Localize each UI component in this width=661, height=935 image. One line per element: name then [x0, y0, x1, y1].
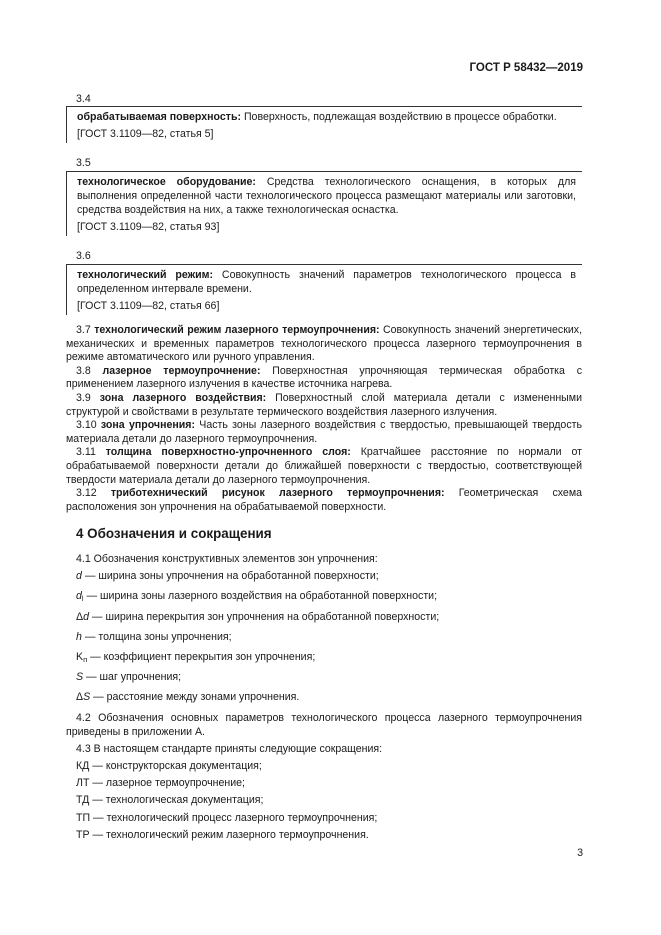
term-definition: Совокупность значений энергетических, механических и временных параметров технологического процесса лазерного термоупрочнения в режиме автоматического или ручного управления. [66, 324, 583, 364]
symbol: d [76, 590, 82, 603]
list-item [76, 589, 582, 606]
list-item: 4.1 Обозначения конструктивных элементов зон упрочнения: [76, 553, 378, 565]
list-item: 4.3 В настоящем стандарте приняты следующие сокращения: [76, 742, 383, 755]
term-number: 3.11 [76, 446, 106, 459]
symbol-description: — ширина зоны упрочнения на обработанной поверхности; [81, 570, 379, 583]
symbol-prefix: Δ [76, 610, 84, 623]
list-item [76, 670, 582, 687]
term-definition: Часть зоны лазерного воздействия с твердостью, превышающей твердость материала детали до лазерного термоупрочнения. [66, 419, 582, 445]
symbol: d [76, 570, 82, 583]
document-id: ГОСТ Р 58432—2019 [469, 62, 583, 74]
list-item [76, 610, 582, 627]
terms-list [66, 324, 582, 514]
term-paragraph [66, 392, 582, 419]
symbol: S [83, 691, 91, 704]
page-number: 3 [577, 847, 583, 859]
term-definition: Геометрическая схема расположения зон упрочнения на обрабатываемой поверхности. [66, 487, 582, 513]
list-item: ЛТ — лазерное термоупрочнение; [76, 777, 245, 790]
term-number: 3.6 [76, 250, 91, 262]
symbol-description: — шаг упрочнения; [83, 671, 182, 684]
symbol-subscript: п [83, 654, 88, 664]
symbol: d [83, 610, 89, 623]
term-text [77, 175, 576, 217]
boxed-term [66, 106, 582, 143]
boxed-term [66, 171, 582, 236]
term-number: 3.12 [76, 487, 111, 500]
symbol: h [76, 630, 82, 643]
symbol-description: — расстояние между зонами упрочнения. [90, 691, 300, 704]
term-definition: Поверхностная упрочняющая термическая обработка с применением лазерного излучения в качестве источника нагрева. [66, 364, 583, 391]
term-paragraph [66, 446, 582, 487]
term-paragraph [66, 324, 582, 365]
list-item: ТП — технологический процесс лазерного термоупрочнения; [76, 811, 378, 824]
symbol-description: — ширина зоны лазерного воздействия на обработанной поверхности; [83, 590, 438, 603]
term-definition: Кратчайшее расстояние по нормали от обрабатываемой поверхности детали до ближайшей поверхности с твердостью, соответствующей твердости материала детали до лазерного термоупрочнения. [66, 446, 582, 486]
term-source: [ГОСТ 3.1109—82, статья 66] [77, 300, 220, 312]
term-name: лазерное термоупрочнение: [102, 364, 261, 377]
list-item [76, 630, 582, 647]
term-text [77, 110, 576, 124]
list-item: КД — конструкторская документация; [76, 759, 262, 772]
term-name: зона упрочнения: [100, 419, 195, 432]
list-item [76, 569, 582, 586]
term-definition: Средства технологического оснащения, в которых для выполнения определенной части технологического процесса размещают материалы или заготовки, средства воздействия на них, а также технологическая оснастка. [77, 176, 576, 216]
symbol-description: — коэффициент перекрытия зон упрочнения; [87, 650, 316, 663]
term-number: 3.9 [76, 391, 100, 404]
term-source: [ГОСТ 3.1109—82, статья 5] [77, 128, 214, 140]
term-number: 3.7 [76, 324, 95, 336]
section-heading: 4 Обозначения и сокращения [76, 526, 272, 541]
term-definition: Поверхностный слой материала детали с измененными структурой и свойствами в результате термического воздействия лазерного излучения. [66, 391, 582, 418]
list-item [76, 690, 582, 707]
term-paragraph [66, 365, 582, 392]
boxed-term [66, 264, 582, 315]
term-name: обрабатываемая поверхность: [77, 111, 241, 123]
term-number: 3.10 [76, 419, 101, 432]
symbol-description: — толщина зоны упрочнения; [81, 630, 232, 643]
list-item [76, 650, 582, 667]
list-item: ТР — технологический режим лазерного термоупрочнения. [76, 828, 369, 841]
term-number: 3.4 [76, 93, 91, 105]
symbol-description: — ширина перекрытия зон упрочнения на обработанной поверхности; [88, 610, 440, 623]
term-number: 3.8 [76, 364, 103, 377]
term-name: технологический режим лазерного термоупрочнения: [94, 324, 380, 336]
term-name: технологическое оборудование: [77, 176, 256, 188]
term-paragraph [66, 487, 582, 514]
symbol: S [76, 671, 84, 684]
term-definition: Поверхность, подлежащая воздействию в процессе обработки. [241, 111, 557, 123]
symbol-prefix: Δ [76, 691, 84, 704]
term-name: толщина поверхностно-упрочненного слоя: [105, 446, 351, 459]
term-source: [ГОСТ 3.1109—82, статья 93] [77, 221, 220, 233]
term-text [77, 268, 576, 296]
term-definition: Совокупность значений параметров технологического процесса в определенном интервале времени. [77, 269, 576, 295]
symbol: K [76, 650, 84, 663]
list-item: 4.2 Обозначения основных параметров технологического процесса лазерного термоупрочнения приведены в приложении А. [66, 711, 582, 738]
term-name: технологический режим: [77, 269, 214, 281]
symbols-list [66, 552, 582, 845]
term-name: триботехнический рисунок лазерного термоупрочнения: [110, 487, 445, 500]
term-paragraph [66, 419, 582, 446]
term-number: 3.5 [76, 157, 91, 169]
term-name: зона лазерного воздействия: [99, 391, 267, 404]
symbol-subscript: l [81, 594, 84, 604]
list-item: ТД — технологическая документация; [76, 794, 264, 807]
